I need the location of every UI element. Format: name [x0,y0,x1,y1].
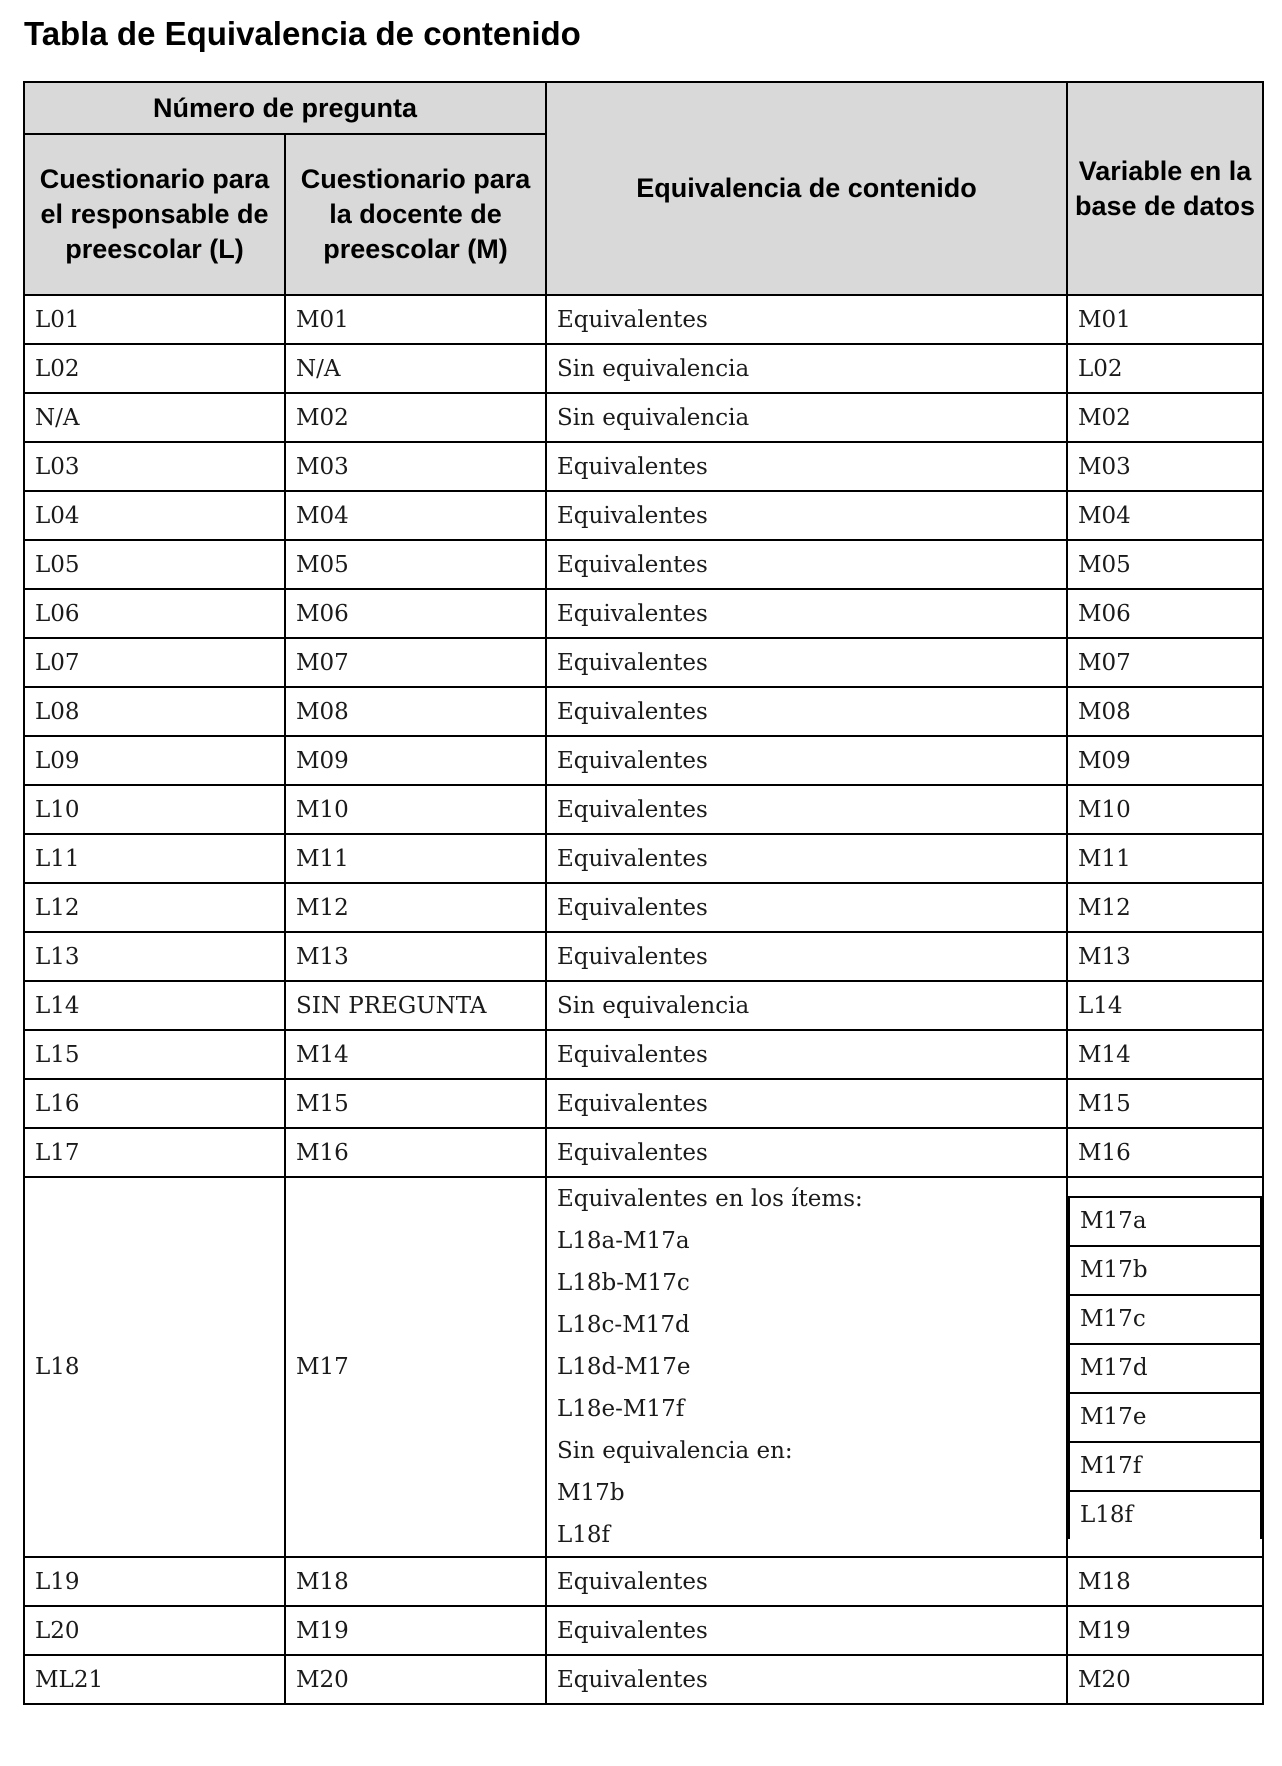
cell-m-question: M09 [285,736,546,785]
cell-equivalence: Sin equivalencia [546,344,1067,393]
equivalence-line: L18e-M17f [557,1396,685,1422]
cell-variable-list [1067,1177,1263,1557]
cell-l-question: L17 [24,1128,285,1177]
cell-equivalence: Equivalentes [546,736,1067,785]
cell-m-question: M01 [285,295,546,344]
cell-equivalence: Sin equivalencia [546,981,1067,1030]
equivalence-line: Equivalentes en los ítems: [557,1186,863,1212]
table-row [24,1557,1263,1606]
cell-l-question: L10 [24,785,285,834]
cell-variable: M17f [1069,1442,1261,1491]
cell-m-question: M11 [285,834,546,883]
cell-equivalence: Equivalentes [546,834,1067,883]
variable-subrow [1069,1442,1261,1491]
cell-l-question: L06 [24,589,285,638]
cell-variable: M01 [1067,295,1263,344]
cell-m-question: M08 [285,687,546,736]
cell-m-question: M04 [285,491,546,540]
variable-subtable [1068,1196,1262,1539]
header-database-variable: Variable en la base de datos [1067,82,1263,295]
cell-variable: M08 [1067,687,1263,736]
cell-m-question: M14 [285,1030,546,1079]
table-row [24,589,1263,638]
header-equivalence: Equivalencia de contenido [546,82,1067,295]
cell-variable: M04 [1067,491,1263,540]
cell-equivalence: Equivalentes [546,540,1067,589]
cell-m-question: M20 [285,1655,546,1704]
table-row [24,344,1263,393]
table-row [24,1128,1263,1177]
cell-m-question: M05 [285,540,546,589]
cell-m-question: M17 [285,1177,546,1557]
variable-subrow [1069,1197,1261,1246]
cell-l-question: L19 [24,1557,285,1606]
cell-equivalence: Equivalentes [546,295,1067,344]
table-row [24,1030,1263,1079]
variable-subrow [1069,1491,1261,1539]
cell-variable: M12 [1067,883,1263,932]
cell-equivalence: Equivalentes [546,491,1067,540]
cell-equivalence: Equivalentes [546,1079,1067,1128]
equivalence-line: L18b-M17c [557,1270,690,1296]
cell-equivalence: Equivalentes [546,785,1067,834]
cell-l-question: L13 [24,932,285,981]
cell-equivalence: Equivalentes [546,1128,1067,1177]
variable-subrow [1069,1295,1261,1344]
cell-variable: M15 [1067,1079,1263,1128]
cell-l-question: L15 [24,1030,285,1079]
cell-l-question: L07 [24,638,285,687]
cell-l-question: L04 [24,491,285,540]
header-question-number: Número de pregunta [24,82,546,134]
cell-variable: M13 [1067,932,1263,981]
equivalence-line: M17b [557,1480,625,1506]
cell-variable: M09 [1067,736,1263,785]
cell-variable: M07 [1067,638,1263,687]
cell-equivalence: Sin equivalencia [546,393,1067,442]
equivalence-line: L18c-M17d [557,1312,690,1338]
cell-m-question: M18 [285,1557,546,1606]
table-row [24,442,1263,491]
equivalence-line: Sin equivalencia en: [557,1438,793,1464]
cell-variable: L14 [1067,981,1263,1030]
cell-variable: M18 [1067,1557,1263,1606]
cell-m-question: SIN PREGUNTA [285,981,546,1030]
cell-m-question: M10 [285,785,546,834]
table-row [24,295,1263,344]
cell-variable: M16 [1067,1128,1263,1177]
cell-m-question: M16 [285,1128,546,1177]
cell-m-question: M07 [285,638,546,687]
table-row [24,1606,1263,1655]
table-row [24,1079,1263,1128]
cell-variable: M20 [1067,1655,1263,1704]
cell-equivalence: Equivalentes [546,932,1067,981]
cell-variable: M19 [1067,1606,1263,1655]
cell-equivalence: Equivalentes [546,1655,1067,1704]
cell-l-question: L12 [24,883,285,932]
table-row [24,393,1263,442]
cell-variable: M05 [1067,540,1263,589]
cell-l-question: L05 [24,540,285,589]
cell-equivalence: Equivalentes [546,589,1067,638]
table-row [24,981,1263,1030]
table-row [24,883,1263,932]
cell-variable: M06 [1067,589,1263,638]
cell-equivalence: Equivalentes [546,883,1067,932]
table-row [24,834,1263,883]
table-row [24,785,1263,834]
cell-l-question: L14 [24,981,285,1030]
variable-subrow [1069,1246,1261,1295]
table-row [24,1655,1263,1704]
header-questionnaire-l: Cuestionario para el responsable de preescolar (L) [24,134,285,295]
cell-m-question: M03 [285,442,546,491]
cell-m-question: M06 [285,589,546,638]
page-title: Tabla de Equivalencia de contenido [24,15,581,52]
cell-variable: M14 [1067,1030,1263,1079]
table-row [24,540,1263,589]
cell-equivalence: Equivalentes [546,687,1067,736]
cell-l-question: ML21 [24,1655,285,1704]
cell-variable: M02 [1067,393,1263,442]
cell-equivalence: Equivalentes [546,638,1067,687]
table-row-l18 [24,1177,1263,1557]
table-body [24,295,1263,1704]
cell-variable: M17a [1069,1197,1261,1246]
variable-subrow [1069,1344,1261,1393]
table-header [24,82,1263,295]
header-questionnaire-m: Cuestionario para la docente de preescolar (M) [285,134,546,295]
equivalence-line: L18d-M17e [557,1354,691,1380]
cell-variable: M17b [1069,1246,1261,1295]
table-row [24,638,1263,687]
cell-l-question: L01 [24,295,285,344]
cell-variable: M11 [1067,834,1263,883]
cell-l-question: L08 [24,687,285,736]
cell-equivalence: Equivalentes [546,1030,1067,1079]
equivalence-table [23,81,1264,1705]
cell-variable: L02 [1067,344,1263,393]
equivalence-line: L18f [557,1522,611,1548]
equivalence-line: L18a-M17a [557,1228,690,1254]
cell-l-question: L09 [24,736,285,785]
table-row [24,736,1263,785]
cell-l-question: L20 [24,1606,285,1655]
cell-l-question: N/A [24,393,285,442]
variable-subrow [1069,1393,1261,1442]
cell-variable: M10 [1067,785,1263,834]
cell-variable: L18f [1069,1491,1261,1539]
cell-m-question: M19 [285,1606,546,1655]
cell-m-question: M13 [285,932,546,981]
table-row [24,932,1263,981]
table-row [24,687,1263,736]
cell-variable: M17c [1069,1295,1261,1344]
cell-m-question: M15 [285,1079,546,1128]
cell-l-question: L11 [24,834,285,883]
cell-l-question: L16 [24,1079,285,1128]
cell-l-question: L03 [24,442,285,491]
cell-variable: M03 [1067,442,1263,491]
cell-equivalence: Equivalentes [546,442,1067,491]
table-row [24,491,1263,540]
cell-m-question: M02 [285,393,546,442]
cell-l-question: L18 [24,1177,285,1557]
cell-variable: M17e [1069,1393,1261,1442]
cell-variable: M17d [1069,1344,1261,1393]
cell-l-question: L02 [24,344,285,393]
cell-m-question: N/A [285,344,546,393]
cell-equivalence: Equivalentes [546,1557,1067,1606]
cell-equivalence-detail [546,1177,1067,1557]
cell-m-question: M12 [285,883,546,932]
cell-equivalence: Equivalentes [546,1606,1067,1655]
